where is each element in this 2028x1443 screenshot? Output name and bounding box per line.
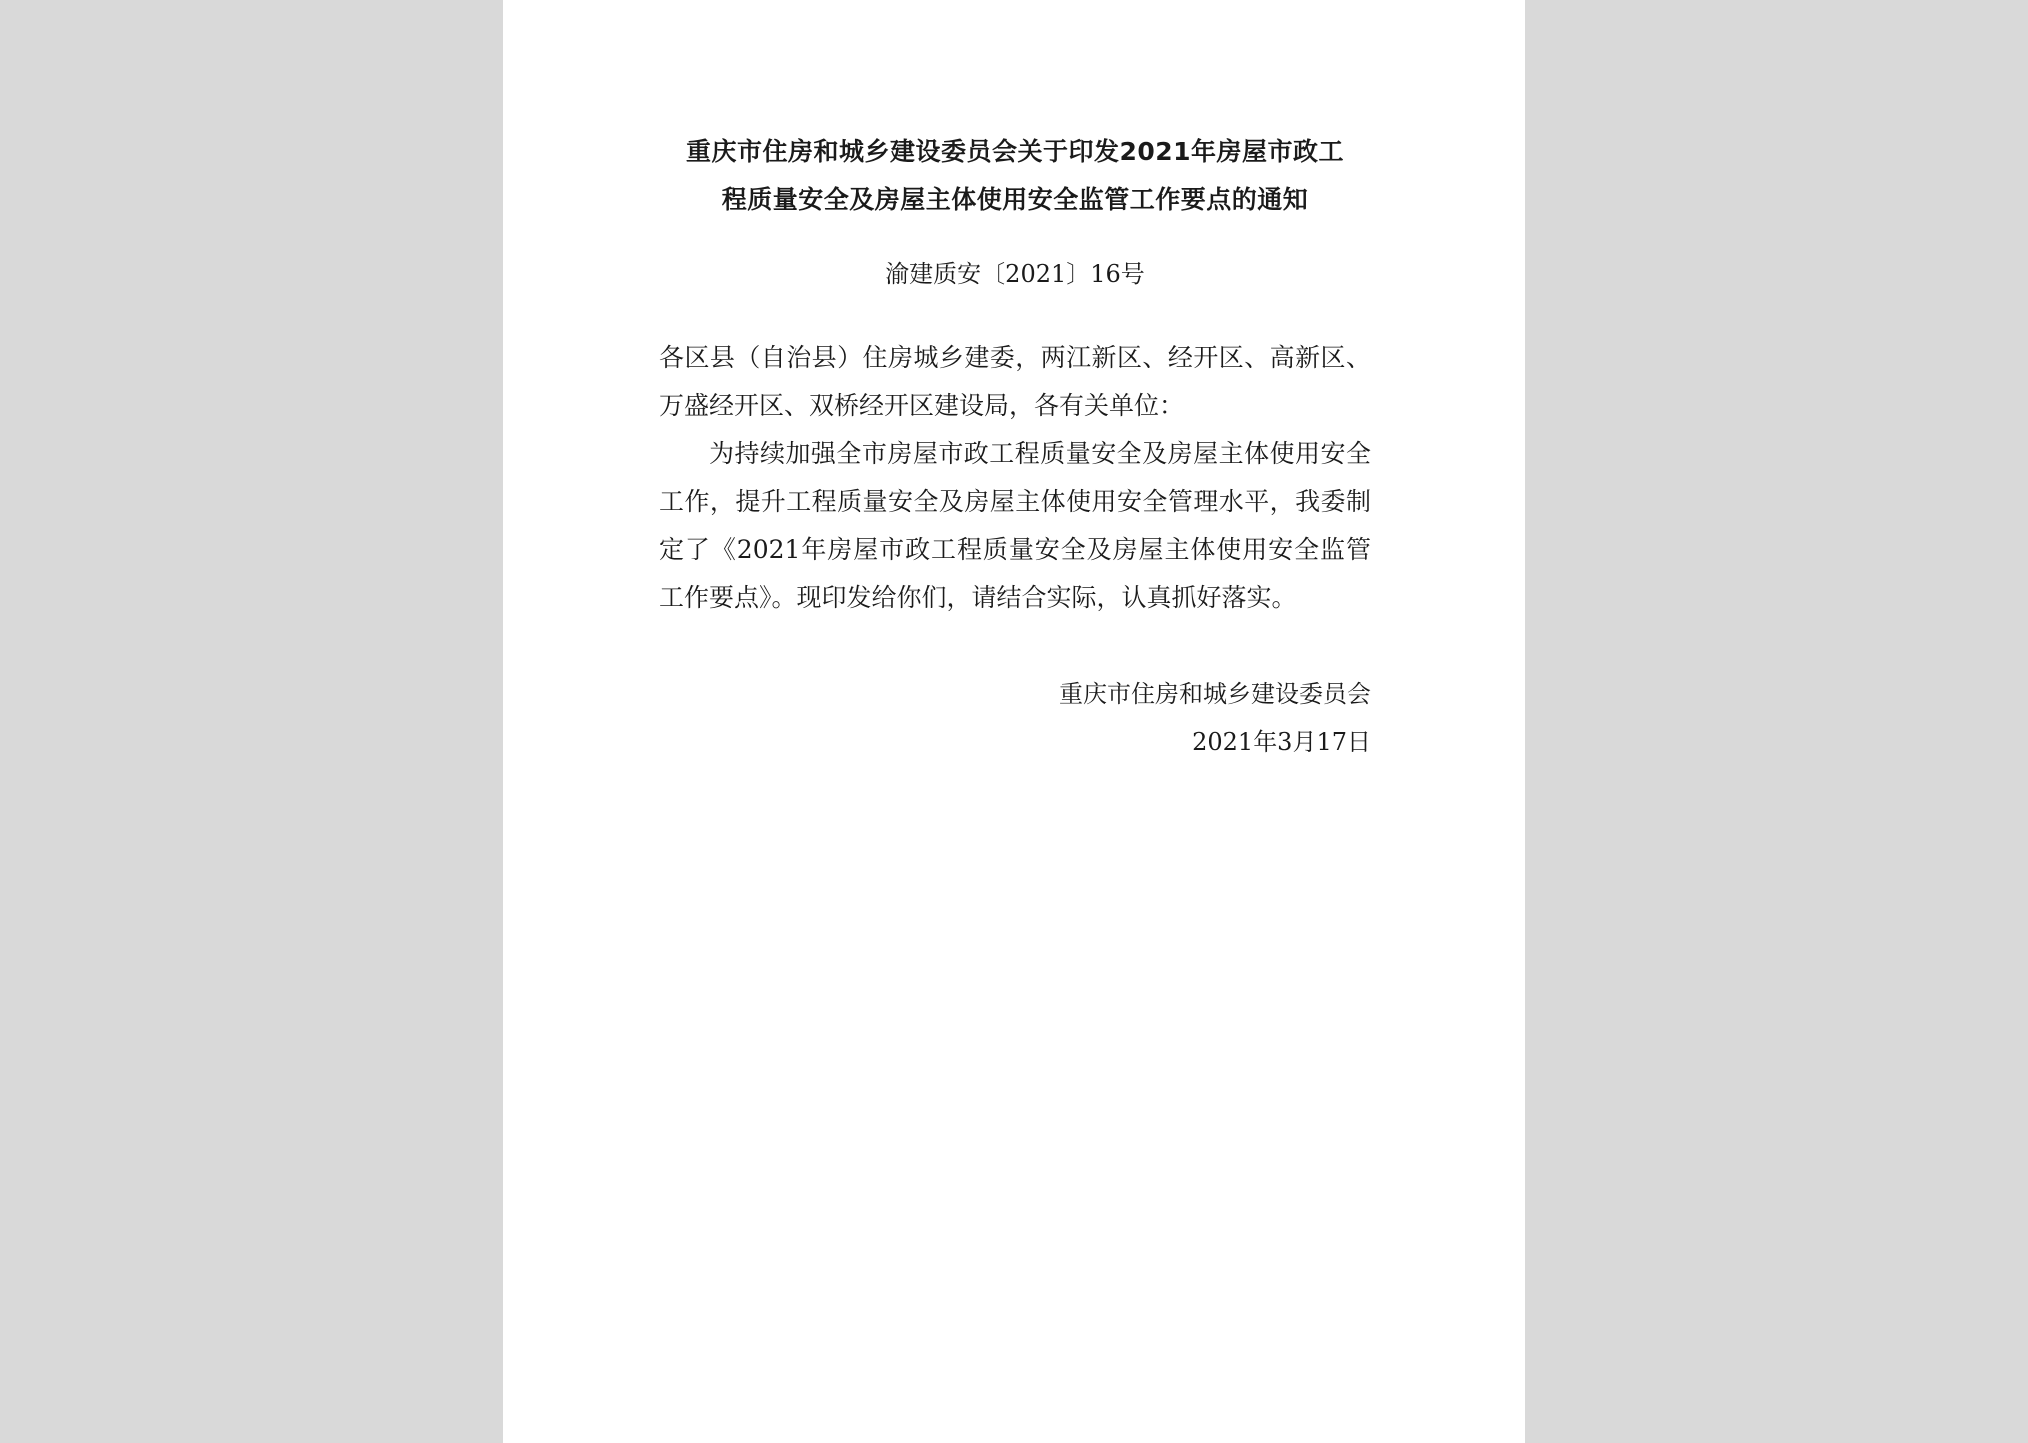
document-title-line-1: 重庆市住房和城乡建设委员会关于印发2021年房屋市政工	[685, 137, 1345, 166]
document-title	[659, 128, 1371, 224]
signature-block	[659, 670, 1371, 766]
document-title-line-2: 程质量安全及房屋主体使用安全监管工作要点的通知	[721, 185, 1309, 214]
document-body	[659, 334, 1371, 622]
document-page	[503, 0, 1525, 1443]
salutation: 各区县（自治县）住房城乡建委，两江新区、经开区、高新区、万盛经开区、双桥经开区建设局，各有关单位：	[659, 343, 1371, 420]
issuer-name: 重庆市住房和城乡建设委员会	[1059, 680, 1371, 708]
document-number: 渝建质安〔2021〕16号	[885, 260, 1145, 288]
issue-date: 2021年3月17日	[1192, 728, 1371, 756]
document-content	[659, 128, 1371, 766]
body-paragraph: 为持续加强全市房屋市政工程质量安全及房屋主体使用安全工作，提升工程质量安全及房屋主体使用安全管理水平，我委制定了《2021年房屋市政工程质量安全及房屋主体使用安全监管工作要点》。现印发给你们，请结合实际，认真抓好落实。	[659, 439, 1371, 612]
